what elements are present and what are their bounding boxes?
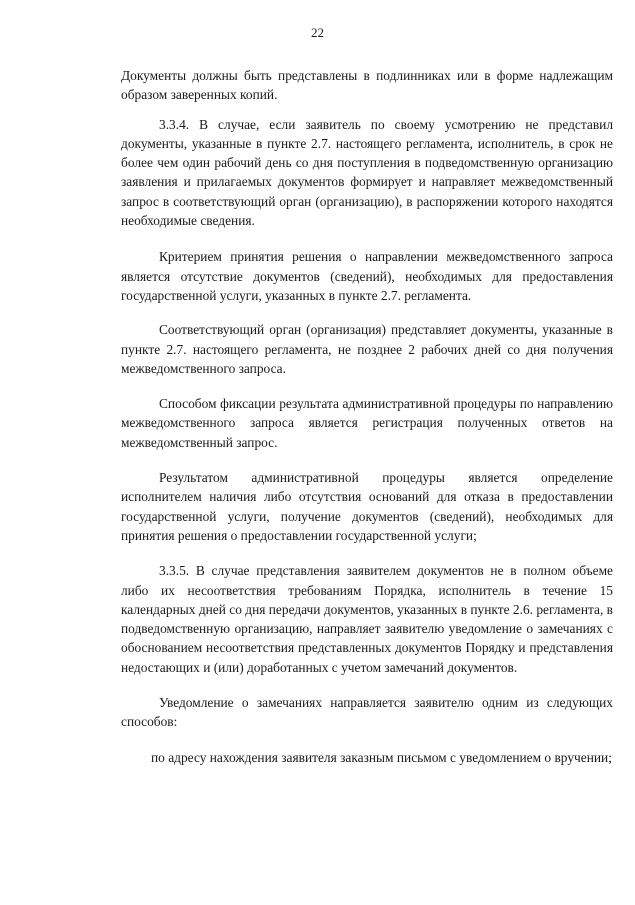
paragraph-criterion: Критерием принятия решения о направлении межведомственного запроса является отсутствие документов (сведений), необходимых для предоставления государственной услуги, указанных в пункте 2.7. регламента.	[121, 249, 613, 303]
paragraph-result: Результатом административной процедуры является определение исполнителем наличия либо отсутствия оснований для отказа в предоставлении государственной услуги, получение документов (сведений), необходимых для принятия решения о предоставлении государственной услуги;	[121, 470, 613, 543]
paragraph-3-3-5: 3.3.5. В случае представления заявителем документов не в полном объеме либо их несоответствия требованиям Порядка, исполнитель в течение 15 календарных дней со дня передачи документов, указанных в пункте 2.6. регламента, в подведомственную организацию, направляет заявителю уведомление о замечаниях с обоснованием несоответствия представленных документов Порядку и представления недостающих и (или) доработанных с учетом замечаний документов.	[121, 563, 613, 675]
paragraph-documents-originals: Документы должны быть представлены в подлинниках или в форме надлежащим образом заверенных копий.	[121, 68, 613, 103]
page-number: 22	[311, 25, 324, 40]
paragraph-corresponding-organ: Соответствующий орган (организация) представляет документы, указанные в пункте 2.7. настоящего регламента, не позднее 2 рабочих дней со дня получения межведомственного запроса.	[121, 322, 613, 376]
paragraph-notification: Уведомление о замечаниях направляется заявителю одним из следующих способов:	[121, 695, 613, 730]
paragraph-fixation-method: Способом фиксации результата административной процедуры по направлению межведомственного запроса является регистрация полученных ответов на межведомственный запрос.	[121, 396, 613, 450]
paragraph-3-3-4: 3.3.4. В случае, если заявитель по своему усмотрению не представил документы, указанные в пункте 2.7. настоящего регламента, исполнитель, в срок не более чем один рабочий день со дня поступления в подведомственную организацию заявления и прилагаемых документов формирует и направляет межведомственный запрос в соответствующий орган (организацию), в распоряжении которого находятся необходимые сведения.	[121, 116, 613, 229]
document-body	[121, 66, 613, 767]
paragraph-registered-mail: по адресу нахождения заявителя заказным письмом с уведомлением о вручении;	[151, 749, 612, 765]
